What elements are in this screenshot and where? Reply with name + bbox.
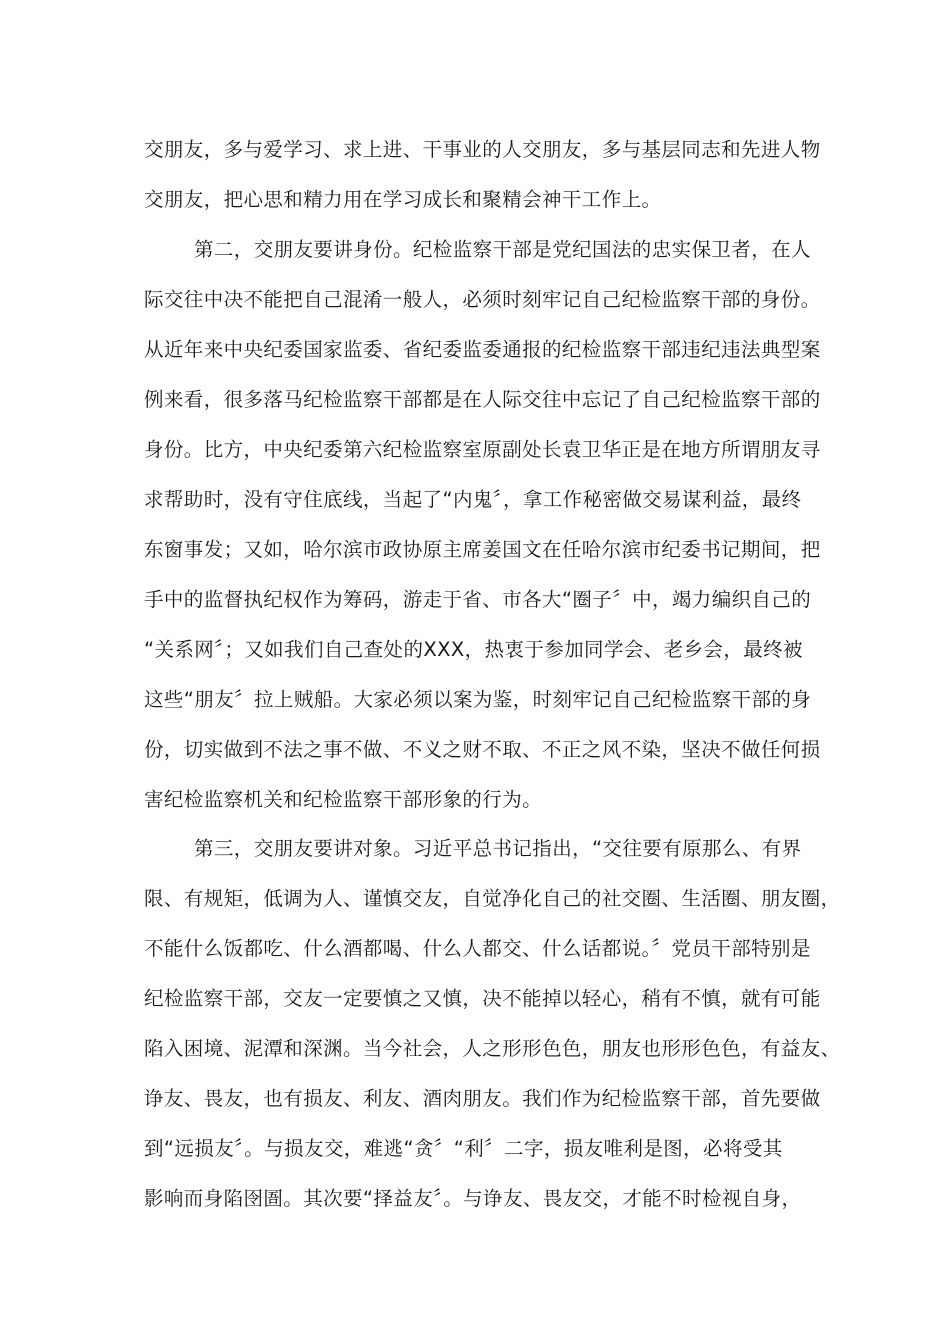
text-line: 不能什么饭都吃、什么酒都喝、什么人都交、什么话都说。〞党员干部特别是 [144,937,811,960]
paragraph-start-line: 第二，交朋友要讲身份。纪检监察干部是党纪国法的忠实保卫者，在人 [194,238,811,261]
text-line: 份，切实做到不法之事不做、不义之财不取、不正之风不染，坚决不做任何损 [144,738,821,761]
text-line: 例来看，很多落马纪检监察干部都是在人际交往中忘记了自己纪检监察干部的 [144,388,821,411]
text-line: 陷入困境、泥潭和深渊。当今社会，人之形形色色，朋友也形形色色，有益友、 [144,1037,841,1060]
text-line: 诤友、畏友，也有损友、利友、酒肉朋友。我们作为纪检监察干部，首先要做 [144,1087,821,1110]
text-line: 手中的监督执纪权作为筹码，游走于省、市各大“圈子〞中，竭力编织自己的 [144,588,812,611]
paragraph-start-line: 第三，交朋友要讲对象。习近平总书记指出，“交往要有原那么、有界 [194,837,802,860]
text-line: 影响而身陷囹圄。其次要“择益友〞。与诤友、畏友交，才能不时检视自身， [144,1187,802,1210]
text-line: 纪检监察干部，交友一定要慎之又慎，决不能掉以轻心，稍有不慎，就有可能 [144,987,821,1010]
text-line: 际交往中决不能把自己混淆一般人，必须时刻牢记自己纪检监察干部的身份。 [144,288,821,311]
text-line: 害纪检监察机关和纪检监察干部形象的行为。 [144,788,543,811]
text-line: 交朋友，多与爱学习、求上进、干事业的人交朋友，多与基层同志和先进人物 [144,138,821,161]
text-line: 从近年来中央纪委国家监委、省纪委监委通报的纪检监察干部违纪违法典型案 [144,338,821,361]
text-line: 这些“朋友〞拉上贼船。大家必须以案为鉴，时刻牢记自己纪检监察干部的身 [144,688,812,711]
text-line: “关系网〞；又如我们自己查处的XXX，热衷于参加同学会、老乡会，最终被 [144,638,803,661]
text-line: 到“远损友〞。与损友交，难逃“贪〞“利〞二字，损友唯利是图，必将受其 [144,1137,783,1160]
text-line: 身份。比方，中央纪委第六纪检监察室原副处长袁卫华正是在地方所谓朋友寻 [144,438,821,461]
text-line: 东窗事发；又如，哈尔滨市政协原主席姜国文在任哈尔滨市纪委书记期间，把 [144,538,821,561]
text-line: 求帮助时，没有守住底线，当起了“内鬼〞，拿工作秘密做交易谋利益，最终 [144,488,802,511]
text-line: 交朋友，把心思和精力用在学习成长和聚精会神干工作上。 [144,188,662,211]
text-line: 限、有规矩，低调为人、谨慎交友，自觉净化自己的社交圈、生活圈、朋友圈， [144,887,841,910]
